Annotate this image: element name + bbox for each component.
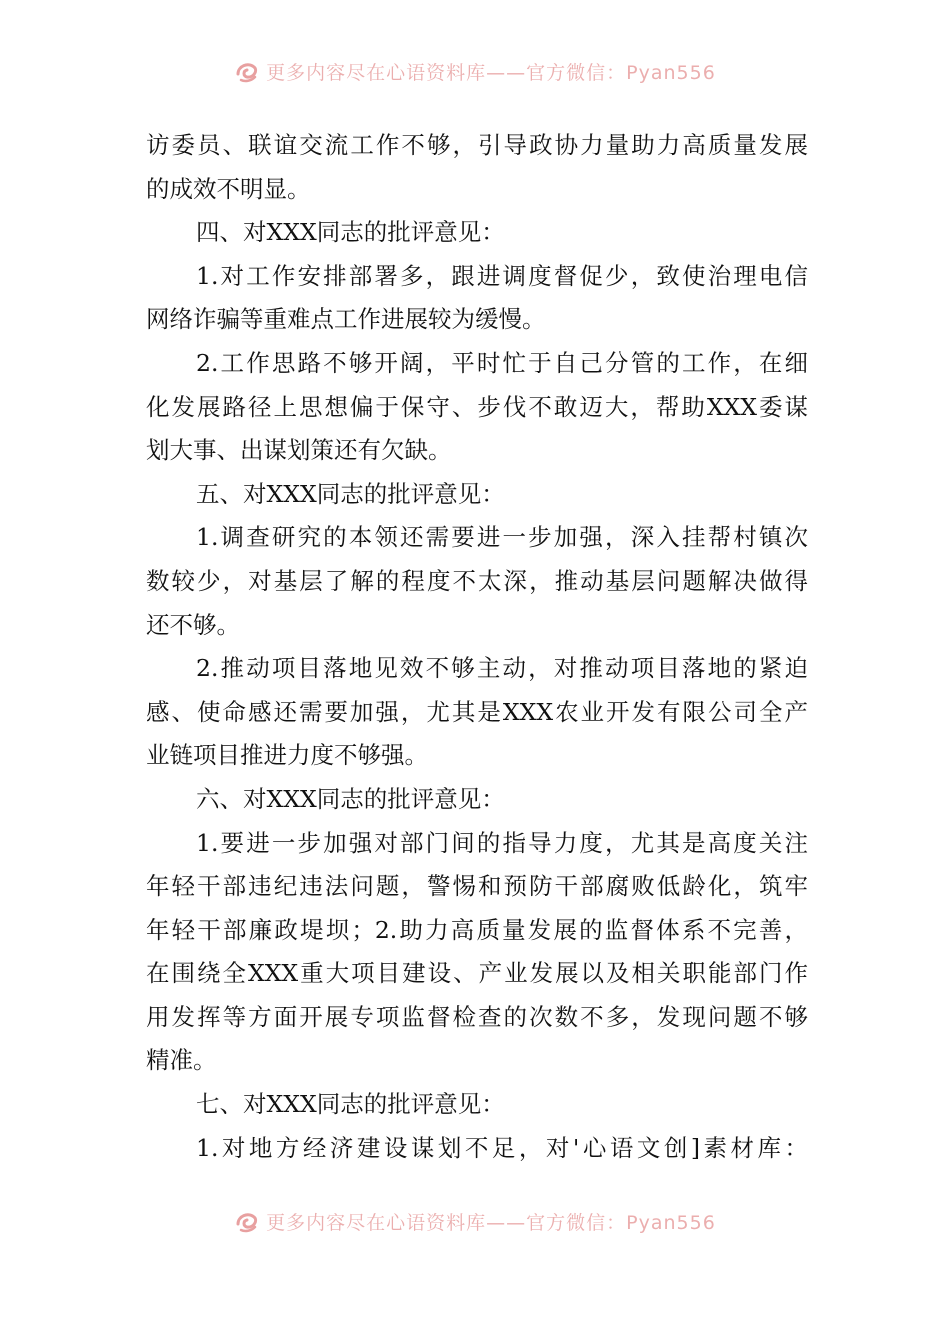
text-line: 1.对地方经济建设谋划不足，对'心语文创]素材库： [196,1133,808,1162]
text-line: 访委员、联谊交流工作不够，引导政协力量助力高质量发展 [146,131,808,159]
text-line: 精准。 [146,1046,217,1075]
text-line: 业链项目推进力度不够强。 [146,741,428,770]
text-line: 网络诈骗等重难点工作进展较为缓慢。 [146,305,546,334]
text-line: 数较少，对基层了解的程度不太深，推动基层问题解决做得 [146,566,808,595]
text-line: 1.对工作安排部署多，跟进调度督促少，致使治理电信 [196,261,808,290]
text-line: 用发挥等方面开展专项监督检查的次数不多，发现问题不够 [146,1002,808,1031]
text-line: 的成效不明显。 [146,174,311,203]
header-watermark [0,56,950,86]
footer-watermark [0,1206,950,1236]
section-heading: 五、对XXX同志的批评意见： [196,479,505,508]
watermark-text: 更多内容尽在心语资料库——官方微信：Pyan556 [266,1211,716,1234]
text-line: 1.要进一步加强对部门间的指导力度，尤其是高度关注 [196,828,808,857]
text-line: 2.工作思路不够开阔，平时忙于自己分管的工作，在细 [196,348,808,377]
text-line: 1.调查研究的本领还需要进一步加强，深入挂帮村镇次 [196,523,808,552]
watermark-text: 更多内容尽在心语资料库——官方微信：Pyan556 [266,61,716,84]
section-heading: 七、对XXX同志的批评意见： [196,1090,505,1119]
text-line: 2.推动项目落地见效不够主动，对推动项目落地的紧迫 [196,654,808,683]
text-line: 化发展路径上思想偏于保守、步伐不敢迈大，帮助XXX委谋 [146,392,808,421]
text-line: 在围绕全XXX重大项目建设、产业发展以及相关职能部门作 [146,959,808,988]
swirl-logo-icon [234,58,260,84]
document-body [146,124,808,1170]
swirl-logo-icon [234,1208,260,1234]
section-heading: 六、对XXX同志的批评意见： [196,784,505,813]
text-line: 还不够。 [146,610,240,639]
section-heading: 四、对XXX同志的批评意见： [196,218,505,247]
text-line: 年轻干部违纪违法问题，警惕和预防干部腐败低龄化，筑牢 [146,872,808,901]
text-line: 划大事、出谋划策还有欠缺。 [146,436,452,465]
text-line: 感、使命感还需要加强，尤其是XXX农业开发有限公司全产 [146,697,808,726]
text-line: 年轻干部廉政堤坝；2.助力高质量发展的监督体系不完善， [146,915,808,944]
